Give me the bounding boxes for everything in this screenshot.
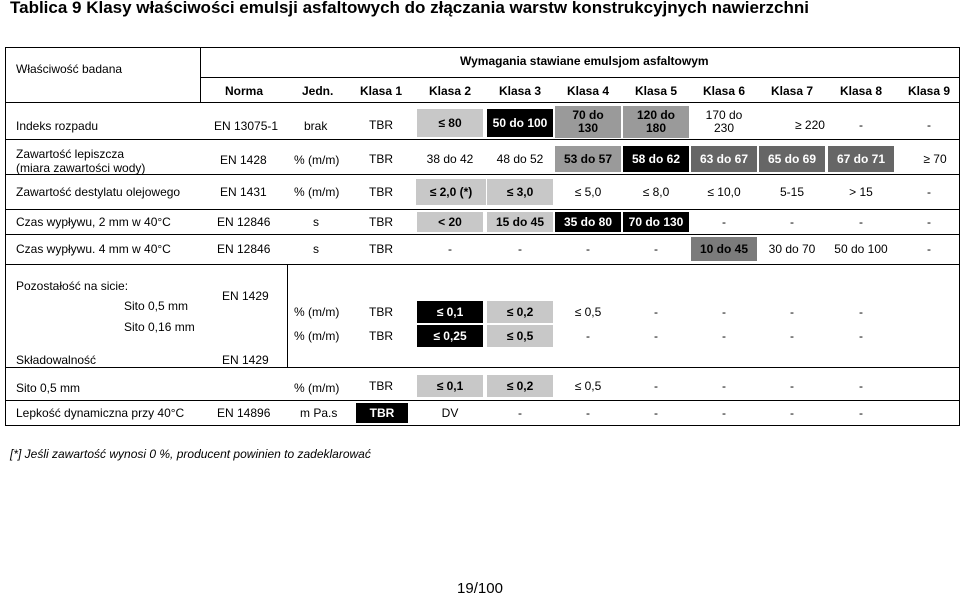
row-norma: EN 12846 [217,215,271,229]
row-name: Składowalność [16,353,97,367]
row-subname: Sito 0,5 mm [124,299,189,313]
class-cell: - [518,241,522,256]
header-class: Klasa 8 [839,84,883,98]
row-norma: EN 14896 [217,406,271,420]
class-cell: - [790,214,794,229]
class-cell: - [722,304,726,319]
class-cell: - [586,328,590,343]
class-cell: 35 do 80 [555,212,621,232]
class-cell: TBR [369,117,393,132]
class-cell: > 15 [849,184,873,199]
class-cell: 48 do 52 [496,151,544,166]
row-name: Zawartość destylatu olejowego [16,185,181,199]
grid-line [5,425,960,426]
class-cell: 70 do 130 [555,106,621,138]
grid-line [287,264,288,368]
class-cell: ≤ 0,1 [417,301,483,323]
row-name: Zawartość lepiszcza [16,147,125,161]
class-cell: TBR [369,304,393,319]
row-name: (miara zawartości wody) [16,161,146,175]
footnote: [*] Jeśli zawartość wynosi 0 %, producent powinien to zadeklarować [10,447,371,461]
class-cell: 10 do 45 [691,237,757,261]
row-jedn: % (m/m) [294,305,340,319]
header-class: Klasa 7 [770,84,814,98]
class-cell: - [927,241,931,256]
class-cell: - [859,378,863,393]
class-cell: 38 do 42 [426,151,474,166]
class-cell: ≤ 0,5 [487,325,553,347]
class-cell: TBR [369,241,393,256]
grid-line [5,139,960,140]
class-cell: ≤ 80 [417,109,483,137]
class-cell: - [722,378,726,393]
row-name: Pozostałość na sicie: [16,279,129,293]
row-subname: Sito 0,16 mm [124,320,195,334]
class-cell: - [722,328,726,343]
class-cell: - [518,405,522,420]
class-cell: TBR [369,214,393,229]
class-cell: 50 do 100 [834,241,888,256]
class-cell: - [586,241,590,256]
row-jedn: s [313,215,319,229]
class-cell: ≤ 5,0 [574,184,602,199]
grid-line [5,47,960,48]
row-name: Sito 0,5 mm [16,381,81,395]
grid-line [5,102,960,103]
class-cell: 67 do 71 [828,146,894,172]
class-cell: - [859,405,863,420]
row-norma: EN 1428 [220,153,267,167]
class-cell: - [927,117,931,132]
row-name: Czas wypływu, 2 mm w 40°C [16,215,171,229]
row-name: Czas wypływu. 4 mm w 40°C [16,242,171,256]
class-cell: - [790,405,794,420]
class-cell: - [586,405,590,420]
header-class: Klasa 3 [498,84,542,98]
class-cell: 120 do 180 [623,106,689,138]
header-requirements: Wymagania stawiane emulsjom asfaltowym [460,54,709,68]
class-cell: 65 do 69 [759,146,825,172]
header-jedn: Jedn. [302,84,334,98]
grid-line [5,367,960,368]
class-cell: TBR [356,403,408,423]
class-cell: - [927,184,931,199]
class-cell: TBR [369,378,393,393]
class-cell: DV [441,405,459,420]
class-cell: - [927,214,931,229]
class-cell: - [448,241,452,256]
row-jedn: % (m/m) [294,185,340,199]
class-cell: - [722,405,726,420]
class-cell: - [722,214,726,229]
header-class: Klasa 6 [702,84,746,98]
row-jedn: brak [304,119,328,133]
class-cell: 58 do 62 [623,146,689,172]
class-cell: - [859,214,863,229]
class-cell: ≤ 0,5 [574,304,602,319]
class-cell: 63 do 67 [691,146,757,172]
class-cell: ≤ 0,2 [487,301,553,323]
class-cell: 5-15 [779,184,805,199]
class-cell: - [859,304,863,319]
header-property: Właściwość badana [16,62,123,76]
class-cell: 53 do 57 [555,146,621,172]
row-norma: EN 13075-1 [214,119,279,133]
header-class: Klasa 9 [907,84,951,98]
class-cell: - [654,328,658,343]
class-cell: ≥ 70 [923,151,947,166]
page-number: 19/100 [457,580,503,597]
class-cell: ≤ 8,0 [642,184,670,199]
row-jedn: % (m/m) [294,329,340,343]
row-name: Lepkość dynamiczna przy 40°C [16,406,185,420]
class-cell: TBR [369,184,393,199]
row-norma: EN 1431 [220,185,267,199]
class-cell: - [859,328,863,343]
row-norma: EN 1429 [222,353,269,367]
class-cell: 170 do 230 [705,108,743,135]
class-cell: TBR [369,328,393,343]
class-cell: 50 do 100 [487,109,553,137]
class-cell: 30 do 70 [768,241,816,256]
row-jedn: % (m/m) [294,381,340,395]
row-norma: EN 1429 [222,289,269,303]
class-cell: - [654,304,658,319]
grid-line [200,47,201,102]
class-cell: < 20 [417,212,483,232]
class-cell: - [654,405,658,420]
row-name: Indeks rozpadu [16,119,99,133]
class-cell: 15 do 45 [487,212,553,232]
class-cell: ≤ 0,25 [417,325,483,347]
header-class: Klasa 1 [359,84,403,98]
row-jedn: s [313,242,319,256]
grid-line [5,174,960,175]
class-cell: - [790,304,794,319]
class-cell: ≤ 0,2 [487,375,553,397]
class-cell: ≤ 0,5 [574,378,602,393]
header-class: Klasa 5 [634,84,678,98]
class-cell: - [790,378,794,393]
header-norma: Norma [225,84,264,98]
table-title: Tablica 9 Klasy właściwości emulsji asfaltowych do złączania warstw konstrukcyjnych nawierzchni [10,0,809,17]
class-cell: 70 do 130 [623,212,689,232]
class-cell: ≥ 220 [795,117,825,132]
grid-line [200,77,960,78]
grid-line [5,47,6,425]
class-cell: - [790,328,794,343]
class-cell: ≤ 10,0 [707,184,741,199]
header-class: Klasa 2 [428,84,472,98]
row-jedn: m Pa.s [300,406,338,420]
row-norma: EN 12846 [217,242,271,256]
row-jedn: % (m/m) [294,153,340,167]
header-class: Klasa 4 [566,84,610,98]
class-cell: ≤ 2,0 (*) [416,179,486,205]
class-cell: ≤ 3,0 [487,179,553,205]
class-cell: - [859,117,863,132]
class-cell: TBR [369,151,393,166]
class-cell: - [654,241,658,256]
grid-line [5,400,960,401]
grid-line [5,264,960,265]
class-cell: ≤ 0,1 [417,375,483,397]
class-cell: - [654,378,658,393]
grid-line [5,234,960,235]
grid-line [5,209,960,210]
